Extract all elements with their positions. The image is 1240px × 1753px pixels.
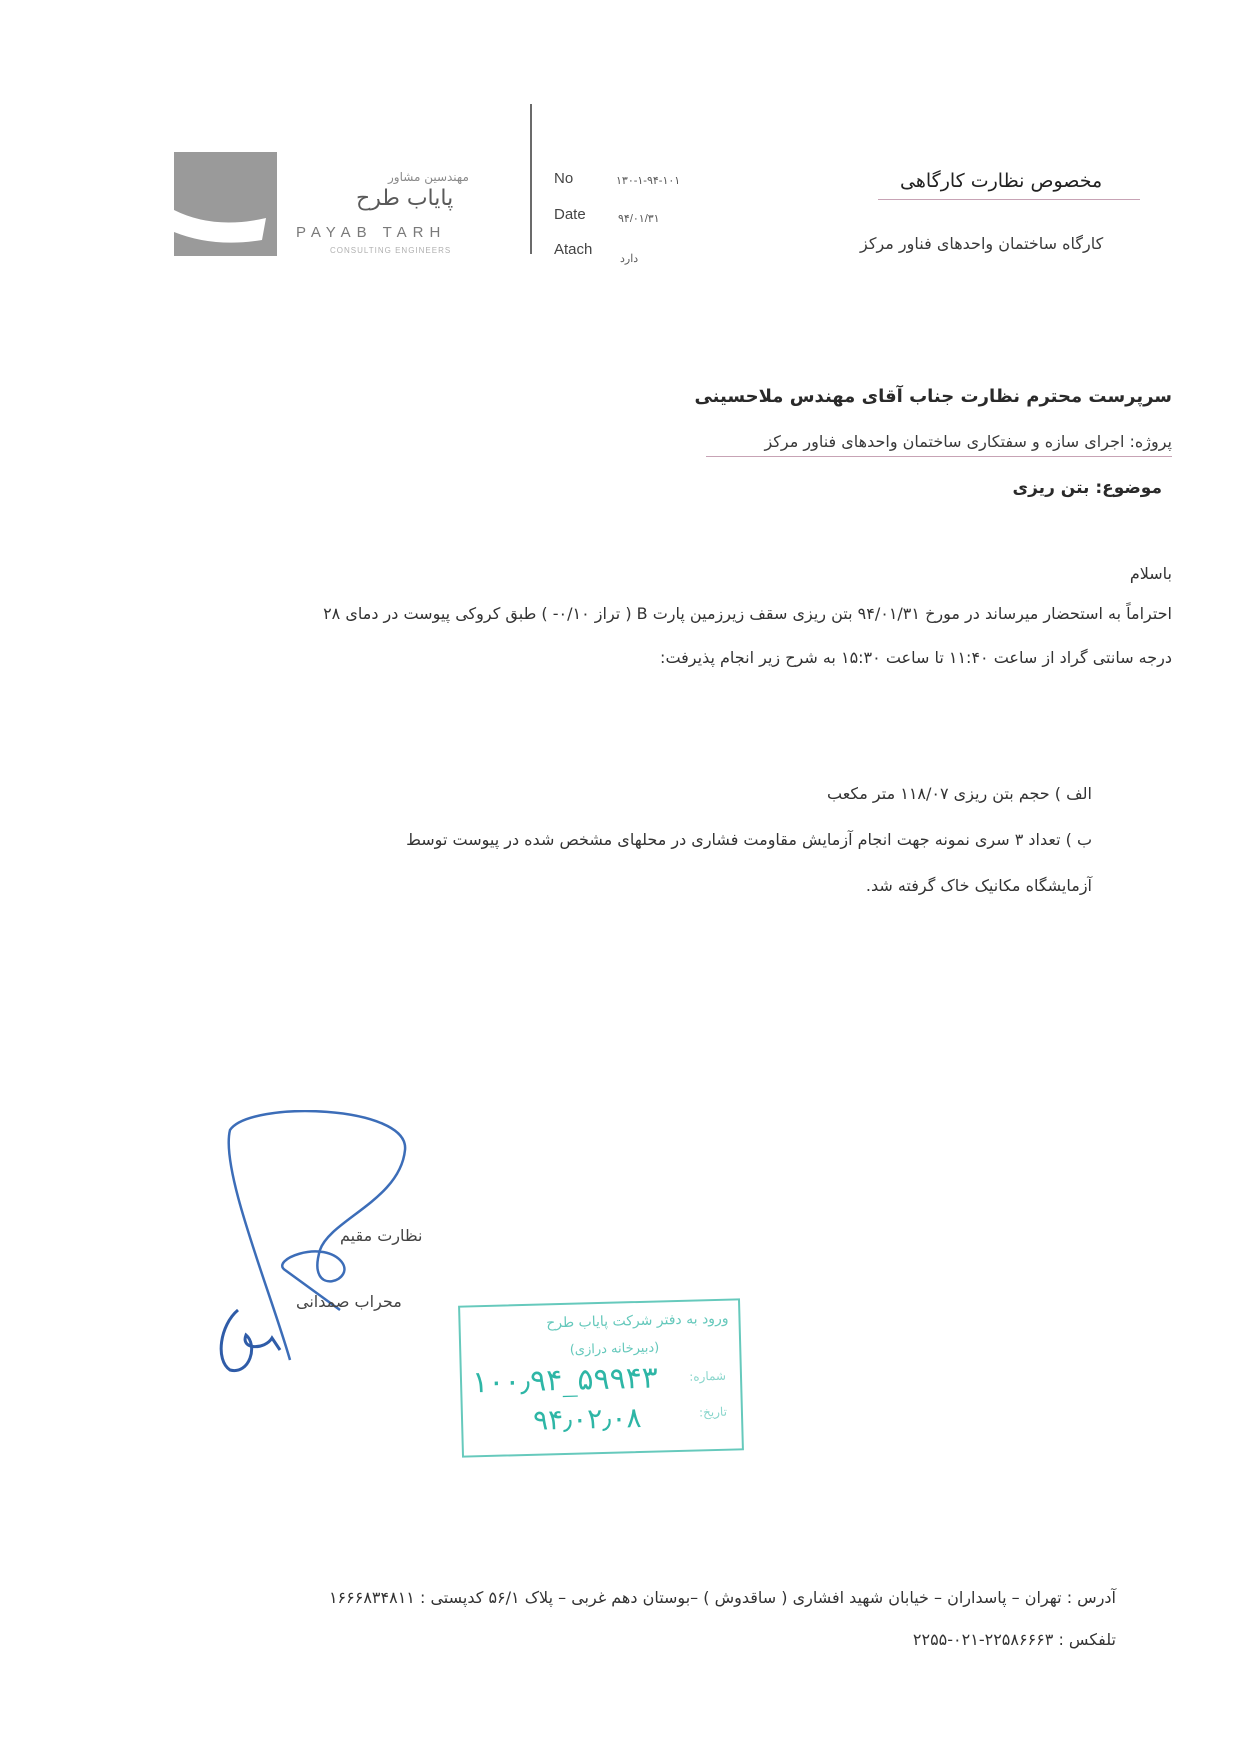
date-label: Date	[554, 206, 586, 223]
stamp-date: ۹۴٫۰۲٫۰۸	[532, 1400, 642, 1437]
header-title-underline	[878, 199, 1140, 200]
stamp-line-1: ورود به دفتر شرکت پایاب طرح	[546, 1310, 729, 1332]
attach-value: دارد	[620, 253, 639, 265]
addressee-line: سرپرست محترم نظارت جناب آقای مهندس ملاحسینی	[694, 386, 1172, 407]
receipt-stamp	[458, 1298, 744, 1457]
logo-subtitle: مهندسین مشاور	[388, 170, 469, 184]
footer-address: آدرس : تهران – پاسداران – خیابان شهید افشاری ( ساقدوش ) –بوستان دهم غربی – پلاک ۵۶/۱ کدپستی : ۱۶۶۶۸۳۴۸۱۱	[328, 1588, 1116, 1607]
footer-phone: تلفکس : ۲۲۵۸۶۶۶۳-۰۲۱-۲۲۵۵	[912, 1630, 1116, 1649]
paragraph-line-1: احتراماً به استحضار میرساند در مورخ ۹۴/۰۱/۳۱ بتن ریزی سقف زیرزمین پارت B ( تراز ۰/۱۰- ) طبق کروکی پیوست در دمای ۲۸	[323, 604, 1172, 623]
stamp-number: ۱۰۰٫۹۴_۵۹۹۴۳	[471, 1360, 659, 1401]
paragraph-line-2: درجه سانتی گراد از ساعت ۱۱:۴۰ تا ساعت ۱۵:۳۰ به شرح زیر انجام پذیرفت:	[660, 648, 1172, 667]
attach-label: Atach	[554, 241, 593, 258]
logo-emblem-graphic	[174, 152, 277, 256]
item-b-line-2: آزمایشگاه مکانیک خاک گرفته شد.	[865, 876, 1092, 895]
header-title: مخصوص نظارت کارگاهی	[900, 170, 1103, 192]
stamp-line-2: (دبیرخانه درازی)	[569, 1340, 660, 1358]
no-label: No	[554, 170, 574, 187]
item-b-line-1: ب ) تعداد ۳ سری نمونه جهت انجام آزمایش مقاومت فشاری در محلهای مشخص شده در پیوست توسط	[406, 830, 1092, 849]
item-a: الف ) حجم بتن ریزی ۱۱۸/۰۷ متر مکعب	[826, 784, 1092, 803]
greeting: باسلام	[1129, 564, 1172, 583]
site-name: کارگاه ساختمان واحدهای فناور مرکز	[860, 234, 1104, 253]
project-line: پروژه: اجرای سازه و سفتکاری ساختمان واحدهای فناور مرکز	[764, 432, 1172, 451]
logo-name-fa: پایاب طرح	[356, 186, 454, 211]
subject-line: موضوع: بتن ریزی	[1012, 478, 1162, 498]
no-value: ۱۳۰-۱-۹۴-۱۰۱	[616, 175, 681, 187]
stamp-date-label: تاریخ:	[698, 1404, 728, 1420]
signature-title: نظارت مقیم	[340, 1226, 423, 1245]
date-value: ۹۴/۰۱/۳۱	[618, 213, 660, 225]
logo-tagline-en: CONSULTING ENGINEERS	[330, 246, 452, 255]
project-underline	[706, 456, 1172, 457]
signature-name: محراب صمدانی	[296, 1292, 402, 1311]
company-logo-emblem	[174, 152, 277, 256]
logo-name-en: PAYAB TARH	[296, 224, 447, 241]
header-divider	[530, 104, 532, 254]
signature-graphic	[210, 1110, 423, 1400]
stamp-number-label: شماره:	[689, 1368, 727, 1384]
